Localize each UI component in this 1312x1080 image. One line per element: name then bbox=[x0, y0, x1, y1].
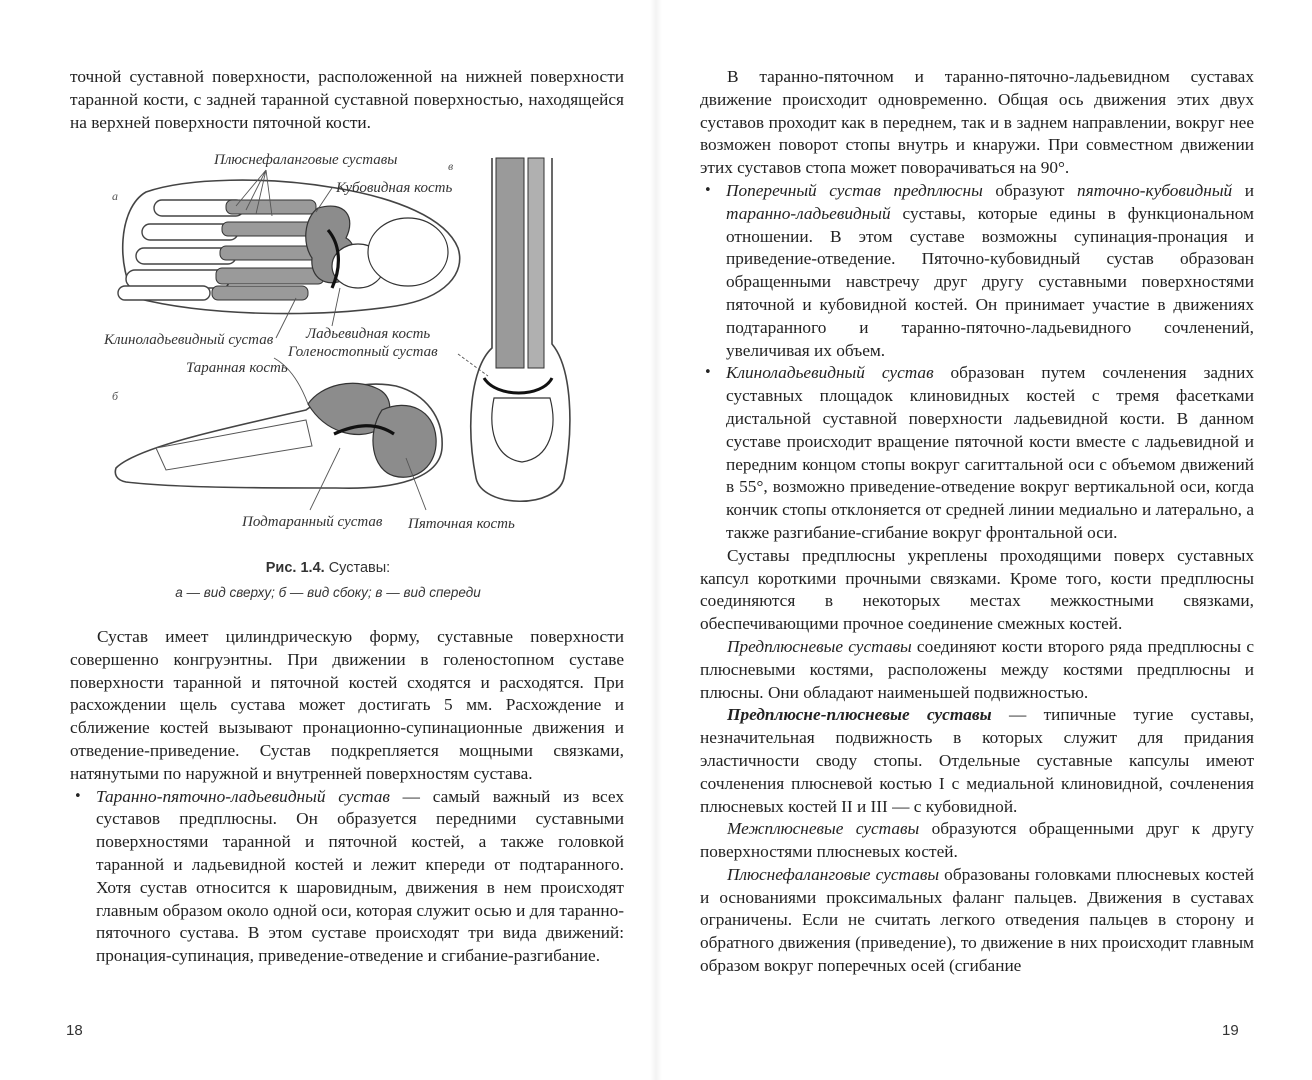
label-ankle-joint: Голеностопный сустав bbox=[288, 344, 438, 360]
leg-front-view bbox=[458, 158, 570, 501]
right-paragraph-2: Суставы предплюсны укреплены проходящими поверх суставных капсул короткими прочными связками. Кроме того, кости предплюсны соединяются в некоторых местах межкостными связками, обеспечивающими прочное соединение смежных костей. bbox=[700, 545, 1254, 634]
label-cuneonavicular-joint: Клиноладьевидный сустав bbox=[104, 332, 274, 348]
right-page bbox=[656, 0, 1312, 1080]
term-cuneonavicular: Клиноладьевидный сустав bbox=[726, 363, 934, 383]
joints-illustration bbox=[96, 148, 586, 538]
paragraph-text: образуются обращенными друг к другу поверхностями плюсневых костей. bbox=[700, 819, 1255, 862]
figure-title: Суставы: bbox=[328, 560, 391, 576]
right-paragraph-6 bbox=[700, 864, 1254, 978]
figure-number: Рис. 1.4. bbox=[265, 560, 325, 576]
bullet-text: образован путем сочленения задних суставных площадок клиновидных костей с тремя фасетками дистальной суставной поверхности ладьевидной кости. В данном суставе происходит вращение пяточной кости вместе с ладьевидной и передним концом стопы вокруг сагиттальной оси с объемом движений в 55°, возможно приведение-отведение вокруг вертикальной оси, когда кончик стопы отклоняется от средней линии медиально и латерально, а также разгибание-сгибание вокруг фронтальной оси. bbox=[726, 363, 1254, 542]
figure-legend bbox=[60, 585, 596, 600]
right-bullet-transverse-tarsal bbox=[700, 180, 1254, 362]
term-tarsal-joints: Предплюсневые суставы bbox=[727, 636, 912, 656]
left-body-text bbox=[70, 626, 624, 968]
bullet-text: и bbox=[1232, 180, 1254, 200]
label-navicular: Ладьевидная кость bbox=[306, 326, 431, 342]
term-talonavicular: таранно-ладьевидный bbox=[726, 203, 891, 223]
left-paragraph-1: Сустав имеет цилиндрическую форму, суставные поверхности совершенно конгруэнтны. При движении в голеностопном суставе поверхности таранной и пяточной костей сходятся и расходятся. При расхождении щель сустава может достигать 5 мм. Расхождение и сближение костей вызывают пронационно-супинационные движения и отведение-приведение. Сустав подкрепляется мощными связками, натянутыми по наружной и внутренней поверхностям сустава. bbox=[70, 627, 624, 783]
term-calcaneocuboid: пяточно-кубовидный bbox=[1076, 180, 1233, 200]
figure-legend-text: а — вид сверху; б — вид сбоку; в — вид спереди bbox=[175, 585, 481, 600]
right-bullet-cuneonavicular bbox=[700, 362, 1254, 544]
term-metatarsophalangeal: Плюснефаланговые суставы bbox=[727, 864, 940, 884]
figure-caption bbox=[60, 560, 596, 576]
label-mtp-joints: Плюснефаланговые суставы bbox=[214, 152, 398, 168]
right-body-text bbox=[700, 66, 1254, 978]
left-top-text bbox=[70, 66, 624, 134]
panel-letter-b: б bbox=[112, 389, 119, 403]
label-subtalar-joint: Подтаранный сустав bbox=[242, 514, 383, 530]
label-talus: Таранная кость bbox=[186, 360, 288, 376]
foot-side-view bbox=[115, 358, 442, 510]
page-number-left: 18 bbox=[66, 1022, 83, 1039]
term-tarsometatarsal: Предплюсне-плюсневые суставы bbox=[727, 705, 992, 725]
label-calcaneus: Пяточная кость bbox=[408, 516, 515, 532]
page-number-right: 19 bbox=[1222, 1022, 1239, 1039]
paragraph-text: образованы головками плюсневых костей и основаниями проксимальных фаланг пальцев. Движения в суставах ограничены. Если не считать легкого отведения пальцев в сторону и обратного движения (приведение), то движение в них происходит главным образом вокруг поперечных осей (сгибание bbox=[700, 864, 1254, 976]
label-cuboid: Кубовидная кость bbox=[336, 180, 453, 196]
right-paragraph-1: В таранно-пяточном и таранно-пяточно-ладьевидном суставах движение происходит одновременно. Общая ось движения этих двух суставов проходит как в переднем, так и в заднем направлении, вокруг нее возможен поворот стопы внутрь и кнаружи. При совместном движении этих суставов стопа может поворачиваться на 90°. bbox=[700, 67, 1254, 178]
panel-letter-a: а bbox=[112, 189, 118, 203]
term-talocalcaneonavicular: Таранно-пяточно-ладьевидный сустав bbox=[96, 786, 390, 806]
bullet-text: суставы, которые едины в функциональном отношении. В этом суставе возможны супинация-пронация и приведение-отведение. Пяточно-кубовидный сустав образован обращенными навстречу друг другу суставными поверхностями пяточной и кубовидной костей. Он принимает участие в движениях подтаранного и таранно-пяточно-ладьевидного сочленений, увеличивая их объем. bbox=[726, 203, 1254, 360]
bullet-text: образуют bbox=[982, 180, 1077, 200]
right-paragraph-3 bbox=[700, 636, 1254, 704]
right-paragraph-4 bbox=[700, 704, 1254, 818]
figure-joints bbox=[96, 148, 586, 538]
right-paragraph-5 bbox=[700, 818, 1254, 864]
bullet-text: — самый важный из всех суставов предплюсны. Он образуется передними суставными поверхностями таранной и пяточной костей, а также головкой таранной и ладьевидной костей и лежит кпереди от подтаранного. Хотя сустав относится к шаровидным, движения в нем происходят главным образом около одной оси, которая служит осью и для таранно-пяточного сустава. В этом суставе происходят три вида движений: пронация-супинация, приведение-отведение и сгибание-разгибание. bbox=[96, 786, 624, 966]
left-top-paragraph: точной суставной поверхности, расположенной на нижней поверхности таранной кости, с задней таранной суставной поверхностью, находящейся на верхней поверхности пяточной кости. bbox=[70, 67, 624, 132]
panel-letter-v: в bbox=[448, 159, 454, 173]
paragraph-text: — типичные тугие суставы, незначительная подвижность в которых служит для придания эластичности своду стопы. Отдельные суставные капсулы имеют сочленения плюсневой костью I с медиальной клиновидной, сочленения плюсневых костей II и III — с кубовидной. bbox=[700, 705, 1254, 816]
term-transverse-tarsal: Поперечный сустав предплюсны bbox=[726, 180, 983, 200]
paragraph-text: соединяют кости второго ряда предплюсны с плюсневыми костями, расположены между костями предплюсны и плюсны. Они обладают наименьшей подвижностью. bbox=[700, 636, 1254, 702]
left-bullet-talocalcaneonavicular bbox=[70, 786, 624, 968]
term-intermetatarsal: Межплюсневые суставы bbox=[727, 819, 920, 839]
